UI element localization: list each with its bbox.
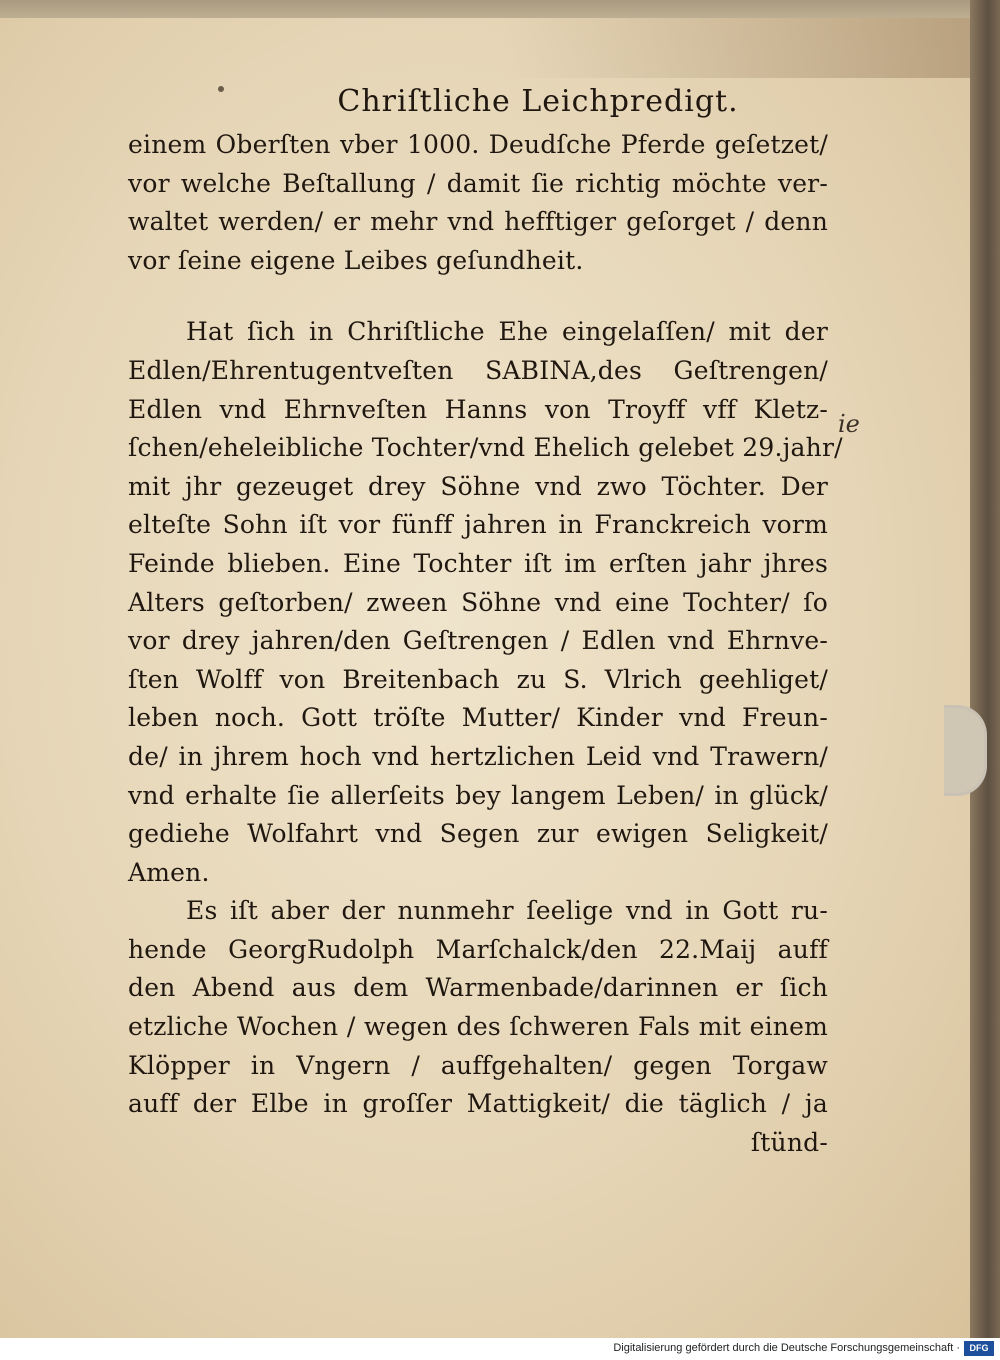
text-line: Amen. xyxy=(128,857,210,887)
text-line: ſten Wolff von Breitenbach zu S. Vlrich geehliget/ xyxy=(128,664,828,694)
text-line: hende GeorgRudolph Marſchalck/den 22.Maij auff xyxy=(128,934,828,964)
page-stain xyxy=(500,18,980,78)
text-line: Klöpper in Vngern / auffgehalten/ gegen Torgaw xyxy=(128,1050,828,1080)
text-line: Hat ſich in Chriſtliche Ehe eingelaſſen/ mit der xyxy=(186,317,828,347)
text-line: ſchen/eheleibliche Tochter/vnd Ehelich gelebet 29.jahr/ xyxy=(128,433,843,463)
text-line: Feinde blieben. Eine Tochter iſt im erſten jahr jhres xyxy=(128,548,828,578)
funding-credit: Digitalisierung gefördert durch die Deutsche Forschungsgemeinschaft · xyxy=(613,1342,960,1354)
text-line: elteſte Sohn iſt vor fünff jahren in Franckreich vorm xyxy=(128,510,828,540)
running-head: Chriſtliche Leichpredigt. xyxy=(337,84,739,119)
footer-bar xyxy=(0,1338,1000,1360)
margin-note: ie xyxy=(838,410,860,438)
text-line: gediehe Wolfahrt vnd Segen zur ewigen Seligkeit/ xyxy=(128,819,828,849)
binding-edge xyxy=(970,0,1000,1338)
text-line: vnd erhalte ſie allerſeits bey langem Leben/ in glück/ xyxy=(128,780,828,810)
text-line: mit jhr gezeuget drey Söhne vnd zwo Töchter. Der xyxy=(128,471,828,501)
text-line: vor ſeine eigene Leibes geſundheit. xyxy=(128,245,584,275)
text-line: Edlen vnd Ehrnveſten Hanns von Troyff vff Kletz- xyxy=(128,394,828,424)
page-text xyxy=(128,80,843,1162)
text-line: auff der Elbe in groſſer Mattigkeit/ die täglich / ja xyxy=(128,1089,828,1119)
text-line: den Abend aus dem Warmenbade/darinnen er ſich xyxy=(128,973,828,1003)
text-line: de/ in jhrem hoch vnd hertzlichen Leid vnd Trawern/ xyxy=(128,741,828,771)
text-line: Es iſt aber der nunmehr ſeelige vnd in Gott ru- xyxy=(186,896,828,926)
text-line: vor welche Beſtallung / damit ſie richtig möchte ver- xyxy=(128,168,828,198)
text-line: etzliche Wochen / wegen des ſchweren Fals mit einem xyxy=(128,1012,828,1042)
text-line: vor drey jahren/den Geſtrengen / Edlen vnd Ehrnve- xyxy=(128,626,828,656)
text-line: einem Oberſten vber 1000. Deudſche Pferde geſetzet/ xyxy=(128,130,828,159)
catchword: ſtünd- xyxy=(750,1127,828,1157)
text-line: Alters geſtorben/ zween Söhne vnd eine Tochter/ ſo xyxy=(128,587,828,617)
dfg-logo: DFG xyxy=(964,1341,994,1356)
paragraph-gap xyxy=(128,280,828,313)
text-line: Edlen/Ehrentugentveſten SABINA,des Geſtrengen/ xyxy=(128,355,828,385)
text-line: leben noch. Gott tröſte Mutter/ Kinder vnd Freun- xyxy=(128,703,828,733)
clip-tab xyxy=(944,705,987,796)
text-line: waltet werden/ er mehr vnd hefftiger geſorget / denn xyxy=(128,207,828,237)
